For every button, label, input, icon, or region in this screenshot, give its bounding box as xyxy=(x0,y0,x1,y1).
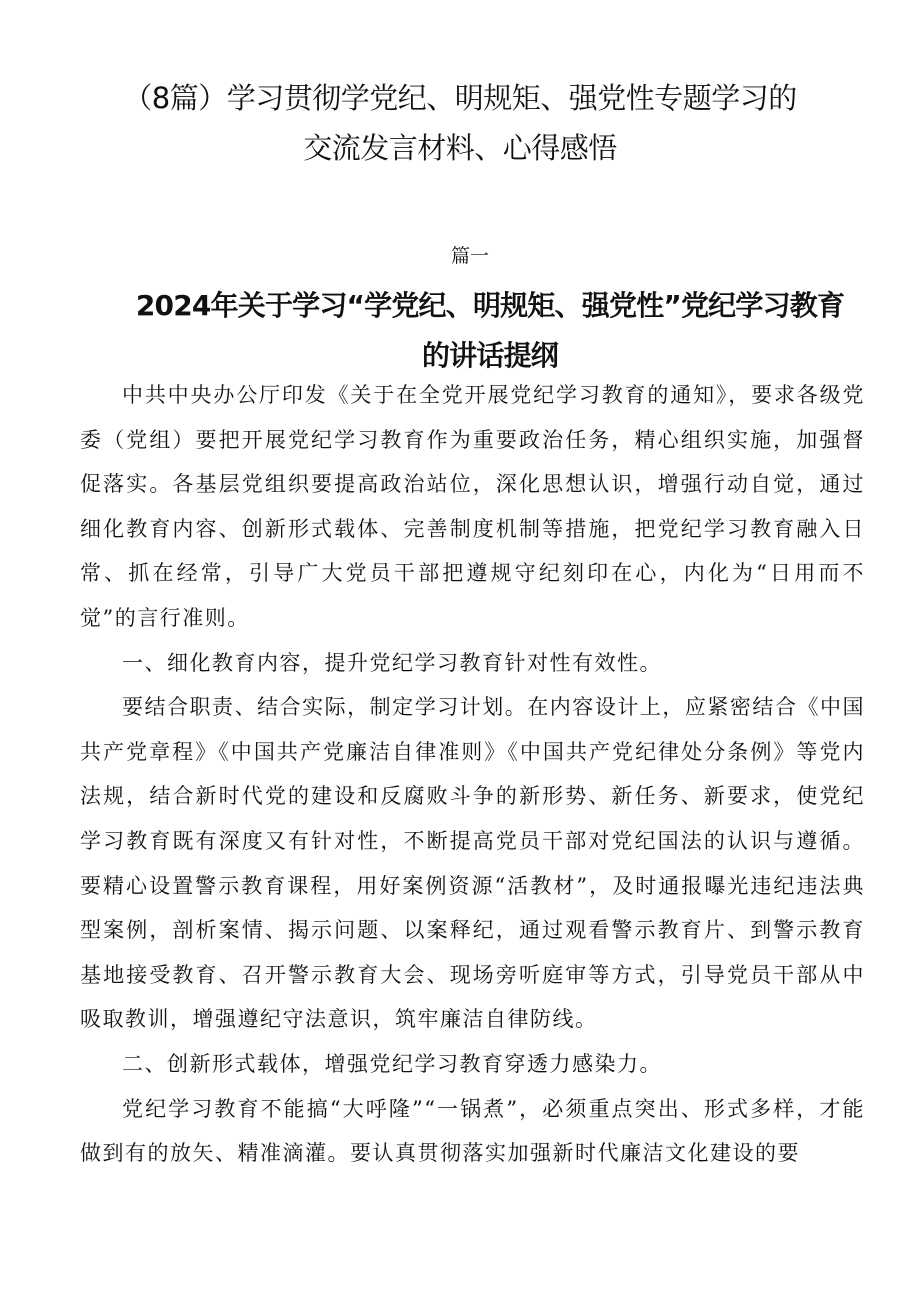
document-body xyxy=(80,373,865,1176)
paragraph-section-2: 党纪学习教育不能搞“大呼隆”“一锅煮”，必须重点突出、形式多样，才能做到有的放矢、精准滴灌。要认真贯彻落实加强新时代廉洁文化建设的要 xyxy=(80,1096,865,1166)
section-label: 篇一 xyxy=(450,245,489,267)
main-title-line-1: （8篇）学习贯彻学党纪、明规矩、强党性专题学习的 xyxy=(123,81,797,115)
main-title-line-2: 交流发言材料、心得感悟 xyxy=(303,131,617,165)
section-heading-2: 二、创新形式载体，增强党纪学习教育穿透力感染力。 xyxy=(122,1051,662,1076)
sub-title-line-1: 2024年关于学习“学党纪、明规矩、强党性”党纪学习教育 xyxy=(135,289,845,322)
sub-title-line-2: 的讲话提纲 xyxy=(421,339,558,372)
paragraph-section-1: 要结合职责、结合实际，制定学习计划。在内容设计上，应紧密结合《中国共产党章程》《中国共产党廉洁自律准则》《中国共产党纪律处分条例》等党内法规，结合新时代党的建设和反腐败斗争的新形势、新任务、新要求，使党纪学习教育既有深度又有针对性，不断提高党员干部对党纪国法的认识与遵循。要精心设置警示教育课程，用好案例资源“活教材”，及时通报曝光违纪违法典型案例，剖析案情、揭示问题、以案释纪，通过观看警示教育片、到警示教育基地接受教育、召开警示教育大会、现场旁听庭审等方式，引导党员干部从中吸取教训，增强遵纪守法意识，筑牢廉洁自律防线。 xyxy=(80,695,865,1032)
section-heading-1: 一、细化教育内容，提升党纪学习教育针对性有效性。 xyxy=(122,650,662,675)
paragraph-intro: 中共中央办公厅印发《关于在全党开展党纪学习教育的通知》，要求各级党委（党组）要把开展党纪学习教育作为重要政治任务，精心组织实施，加强督促落实。各基层党组织要提高政治站位，深化思想认识，增强行动自觉，通过细化教育内容、创新形式载体、完善制度机制等措施，把党纪学习教育融入日常、抓在经常，引导广大党员干部把遵规守纪刻印在心，内化为“日用而不觉”的言行准则。 xyxy=(80,383,865,630)
